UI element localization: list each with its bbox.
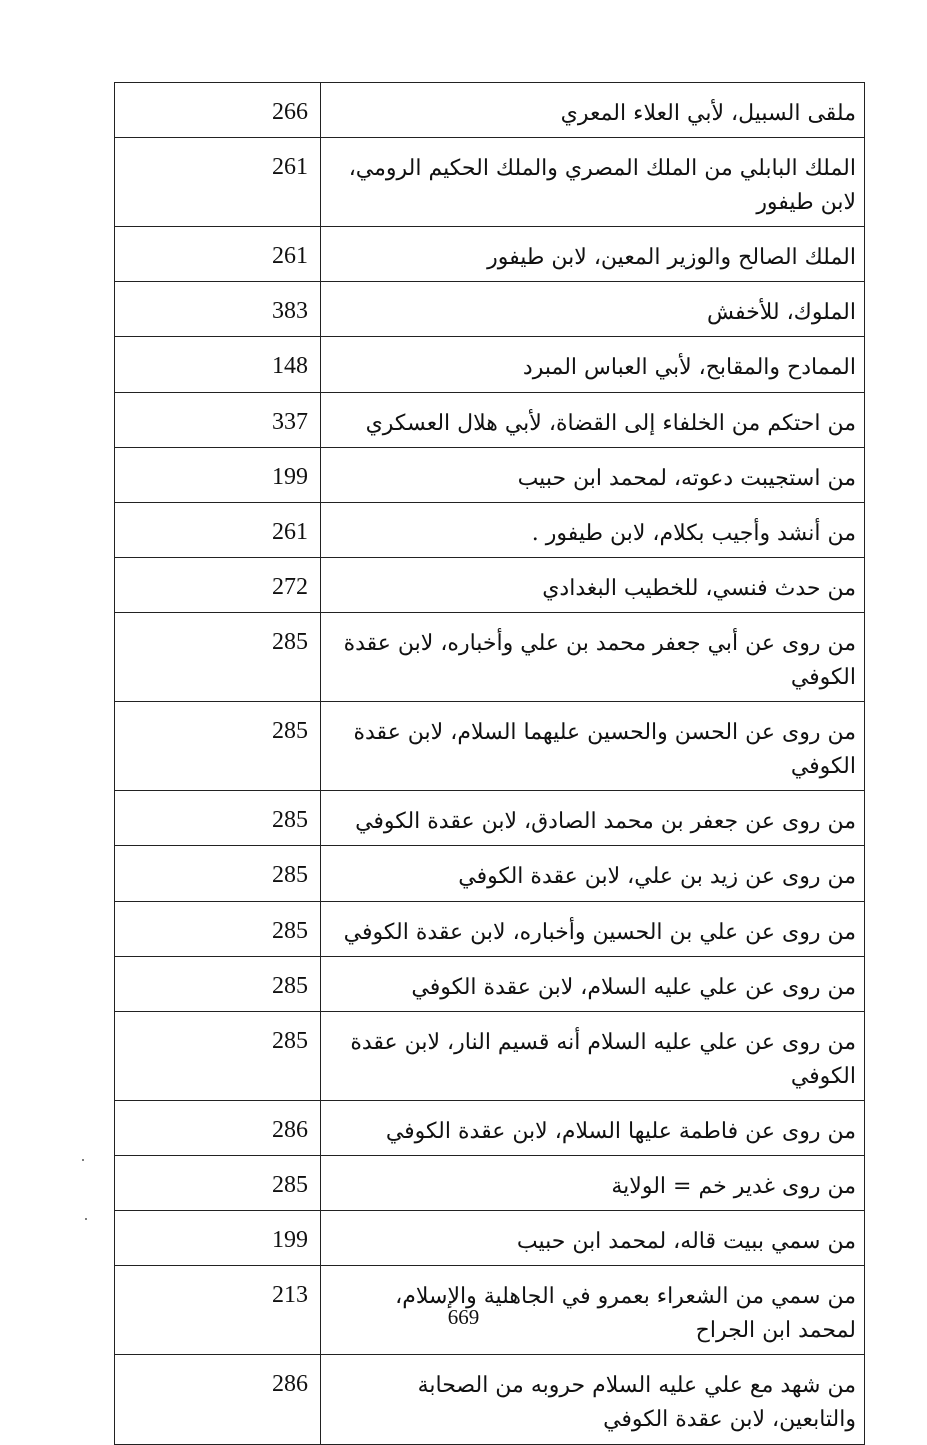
book-title-cell: الملوك، للأخفش <box>321 282 865 337</box>
page-number-cell: 285 <box>115 956 321 1011</box>
table-row <box>115 1355 865 1445</box>
book-title-cell: الملك البابلي من الملك المصري والملك الحكيم الرومي، لابن طيفور <box>321 138 865 227</box>
page-number-cell: 285 <box>115 702 321 791</box>
book-title-cell: من شهد مع علي عليه السلام حروبه من الصحابة والتابعين، لابن عقدة الكوفي <box>321 1355 865 1445</box>
page-number-cell: 285 <box>115 612 321 701</box>
table-row <box>115 138 865 227</box>
page-number-cell: 213 <box>115 1266 321 1355</box>
page-number-cell: 285 <box>115 1155 321 1210</box>
book-title-cell: ملقى السبيل، لأبي العلاء المعري <box>321 83 865 138</box>
book-title-cell: من سمي من الشعراء بعمرو في الجاهلية والإسلام، لمحمد ابن الجراح <box>321 1266 865 1355</box>
table-row <box>115 557 865 612</box>
page-number-cell: 148 <box>115 337 321 392</box>
table-row <box>115 392 865 447</box>
table-row <box>115 612 865 701</box>
book-title-cell: من احتكم من الخلفاء إلى القضاة، لأبي هلال العسكري <box>321 392 865 447</box>
book-title-cell: من سمي ببيت قاله، لمحمد ابن حبيب <box>321 1211 865 1266</box>
page-number-cell: 199 <box>115 447 321 502</box>
table-row <box>115 1011 865 1100</box>
page-number-cell: 272 <box>115 557 321 612</box>
table-row <box>115 337 865 392</box>
page-number-cell: 266 <box>115 83 321 138</box>
book-title-cell: من روى عن الحسن والحسين عليهما السلام، لابن عقدة الكوفي <box>321 702 865 791</box>
book-title-cell: من أنشد وأجيب بكلام، لابن طيفور . <box>321 502 865 557</box>
table-row <box>115 1211 865 1266</box>
table-row <box>115 1100 865 1155</box>
page-number-cell: 285 <box>115 901 321 956</box>
page-number-cell: 285 <box>115 791 321 846</box>
book-index-table <box>114 82 865 1445</box>
page-number-cell: 261 <box>115 138 321 227</box>
page-number-cell: 383 <box>115 282 321 337</box>
page-number-footer: 669 <box>447 1305 480 1329</box>
book-title-cell: من روى عن علي بن الحسين وأخباره، لابن عقدة الكوفي <box>321 901 865 956</box>
page-number-cell: 199 <box>115 1211 321 1266</box>
table-row <box>115 447 865 502</box>
table-row <box>115 1155 865 1210</box>
table-row <box>115 83 865 138</box>
scan-speck <box>82 1159 84 1161</box>
page-number-cell: 337 <box>115 392 321 447</box>
scan-speck <box>85 1218 87 1220</box>
page-number-cell: 286 <box>115 1100 321 1155</box>
table-row <box>115 901 865 956</box>
table-row <box>115 956 865 1011</box>
book-title-cell: من روى عن علي عليه السلام أنه قسيم النار، لابن عقدة الكوفي <box>321 1011 865 1100</box>
book-title-cell: الممادح والمقابح، لأبي العباس المبرد <box>321 337 865 392</box>
table-row <box>115 702 865 791</box>
page-number-cell: 285 <box>115 846 321 901</box>
table-row <box>115 791 865 846</box>
page-number-cell: 261 <box>115 502 321 557</box>
book-title-cell: من روى عن زيد بن علي، لابن عقدة الكوفي <box>321 846 865 901</box>
book-title-cell: من روى عن أبي جعفر محمد بن علي وأخباره، لابن عقدة الكوفي <box>321 612 865 701</box>
table-row <box>115 227 865 282</box>
table-row <box>115 846 865 901</box>
index-table-body <box>115 83 865 1445</box>
book-title-cell: من روى عن فاطمة عليها السلام، لابن عقدة الكوفي <box>321 1100 865 1155</box>
page-number-cell: 286 <box>115 1355 321 1445</box>
book-title-cell: من روى عن علي عليه السلام، لابن عقدة الكوفي <box>321 956 865 1011</box>
book-title-cell: الملك الصالح والوزير المعين، لابن طيفور <box>321 227 865 282</box>
page-number-cell: 261 <box>115 227 321 282</box>
page-number-cell: 285 <box>115 1011 321 1100</box>
book-title-cell: من روى غدير خم = الولاية <box>321 1155 865 1210</box>
table-row <box>115 282 865 337</box>
table-row <box>115 502 865 557</box>
book-title-cell: من حدث فنسي، للخطيب البغدادي <box>321 557 865 612</box>
book-title-cell: من روى عن جعفر بن محمد الصادق، لابن عقدة الكوفي <box>321 791 865 846</box>
book-title-cell: من استجيبت دعوته، لمحمد ابن حبيب <box>321 447 865 502</box>
